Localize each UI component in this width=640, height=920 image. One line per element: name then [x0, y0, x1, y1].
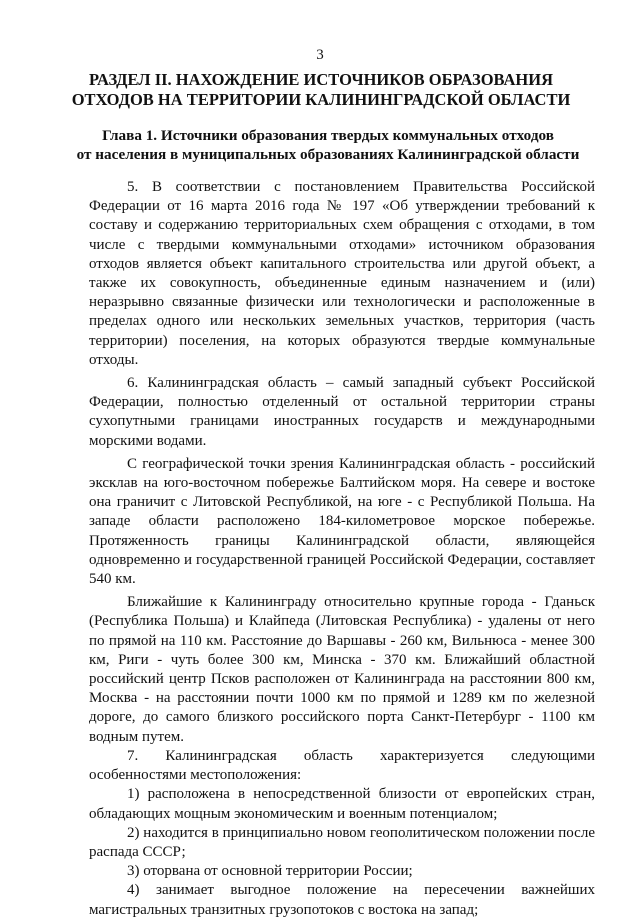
document-body — [89, 178, 595, 920]
list-item-4: 4) занимает выгодное положение на пересечении важнейших магистральных транзитных грузопотоков с востока на запад; — [89, 882, 595, 918]
paragraph-5: 5. В соответствии с постановлением Правительства Российской Федерации от 16 марта 2016 года № 197 «Об утверждении требований к составу и содержанию территориальных схем обращения с отходами, в том числе с твердыми коммунальными отходами» источником образования отходов является объект капитального строительства или другой объект, а также их совокупность, объединенные единым назначением и (или) неразрывно связанные физически или технологически и расположенные в пределах одного или нескольких земельных участков, территория (часть территории) поселения, на которых образуются твердые коммунальные отходы. — [89, 179, 595, 368]
section-title-line-1: РАЗДЕЛ II. НАХОЖДЕНИЕ ИСТОЧНИКОВ ОБРАЗОВАНИЯ — [88, 70, 554, 89]
paragraph-distances: Ближайшие к Калининграду относительно крупные города - Гданьск (Республика Польша) и Клайпеда (Литовская Республика) - удалены от него по прямой на 110 км. Расстояние до Варшавы - 260 км, Вильнюса - менее 300 км, Риги - чуть более 300 км, Минска - 370 км. Ближайший областной российский центр Псков расположен от Калининграда на расстоянии 800 км, Москва - на расстоянии почти 1000 км по прямой и 1289 км по железной дороге, до самого близкого российского порта Санкт-Петербург - 1100 км водным путем. — [89, 594, 595, 745]
list-item-3: 3) оторвана от основной территории России; — [127, 863, 413, 880]
section-title — [60, 70, 582, 110]
page-number: 3 — [316, 47, 324, 63]
paragraph-7: 7. Калининградская область характеризуется следующими особенностями местоположения: — [89, 747, 595, 784]
section-title-line-2: ОТХОДОВ НА ТЕРРИТОРИИ КАЛИНИНГРАДСКОЙ ОБЛАСТИ — [71, 90, 571, 109]
chapter-title — [60, 126, 596, 164]
paragraph-geography: С географической точки зрения Калининградская область - российский эксклав на юго-восточном побережье Балтийском моря. На севере и востоке она граничит с Литовской Республикой, на юге - с Республикой Польша. На западе области расположено 184-километровое морское побережье. Протяженность границы Калининградской области, являющейся одновременно и государственной границей Российской Федерации, составляет 540 км. — [89, 455, 595, 588]
list-item-1: 1) расположена в непосредственной близости от европейских стран, обладающих мощным экономическим и военным потенциалом; — [89, 786, 595, 822]
chapter-title-line-1: Глава 1. Источники образования твердых коммунальных отходов — [102, 127, 554, 144]
paragraph-6: 6. Калининградская область – самый западный субъект Российской Федерации, полностью отделенный от остальной территории страны сухопутными границами иностранных государств и международными морскими водами. — [89, 375, 595, 449]
list-item-2: 2) находится в принципиально новом геополитическом положении после распада СССР; — [89, 824, 595, 860]
chapter-title-line-2: от населения в муниципальных образованиях Калининградской области — [76, 146, 580, 163]
